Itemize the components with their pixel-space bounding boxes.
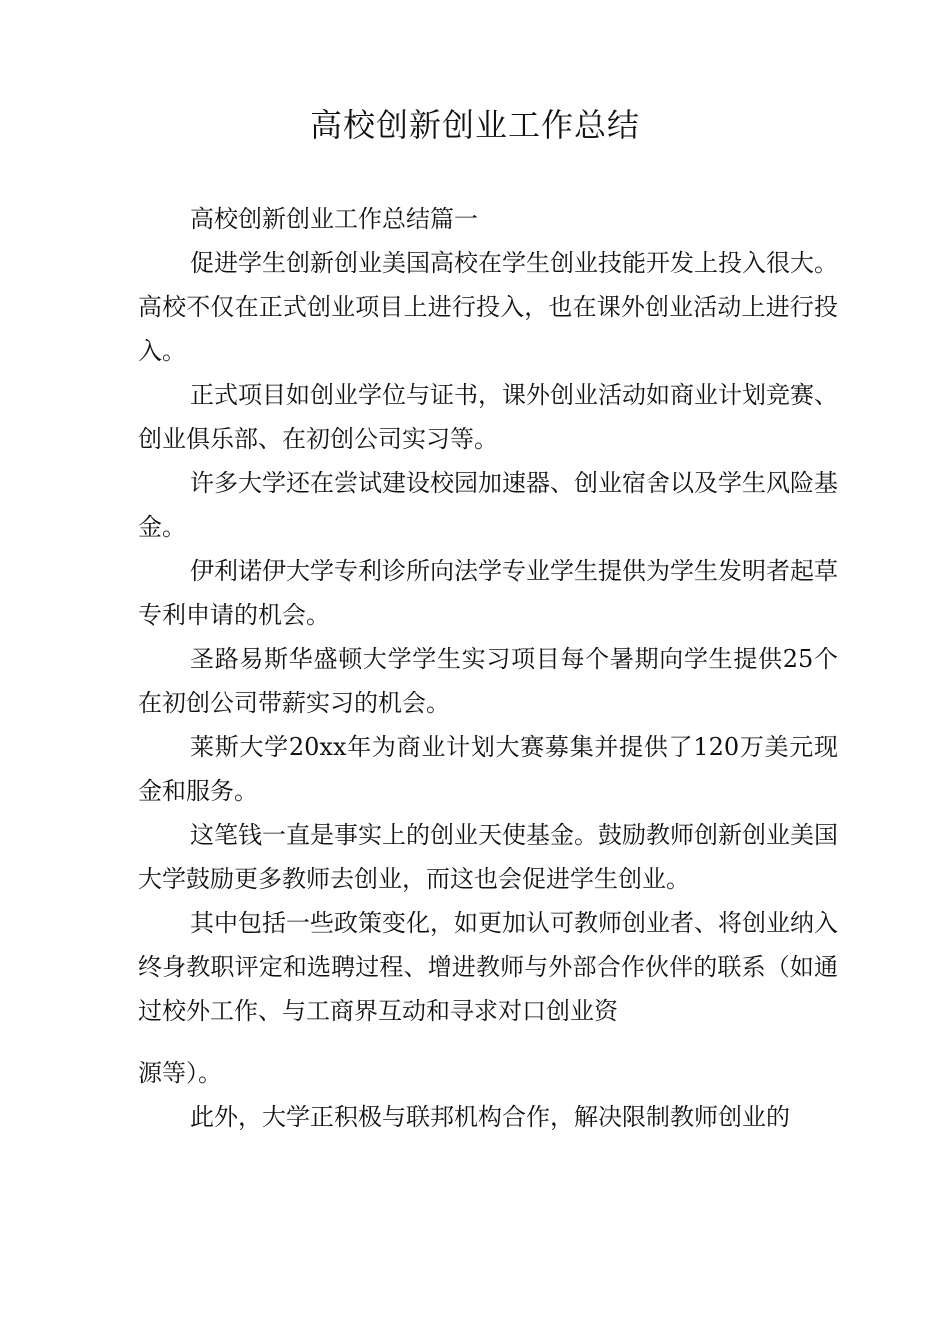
paragraph: 促进学生创新创业美国高校在学生创业技能开发上投入很大。高校不仅在正式创业项目上进行投入，也在课外创业活动上进行投入。 <box>138 249 838 365</box>
document-title: 高校创新创业工作总结 <box>309 106 640 144</box>
paragraph: 其中包括一些政策变化，如更加认可教师创业者、将创业纳入终身教职评定和选聘过程、增进教师与外部合作伙伴的联系（如通过校外工作、与工商界互动和寻求对口创业资 <box>138 909 838 1025</box>
paragraph: 莱斯大学20xx年为商业计划大赛募集并提供了120万美元现金和服务。 <box>138 733 838 805</box>
paragraph: 圣路易斯华盛顿大学学生实习项目每个暑期向学生提供25个在初创公司带薪实习的机会。 <box>138 645 838 717</box>
paragraph: 伊利诺伊大学专利诊所向法学专业学生提供为学生发明者起草专利申请的机会。 <box>138 557 838 629</box>
paragraph: 许多大学还在尝试建设校园加速器、创业宿舍以及学生风险基金。 <box>138 469 838 541</box>
paragraph: 此外，大学正积极与联邦机构合作，解决限制教师创业的 <box>190 1103 790 1131</box>
paragraph: 这笔钱一直是事实上的创业天使基金。鼓励教师创新创业美国大学鼓励更多教师去创业，而这也会促进学生创业。 <box>138 821 838 893</box>
paragraph: 正式项目如创业学位与证书，课外创业活动如商业计划竞赛、创业俱乐部、在初创公司实习等。 <box>138 381 838 453</box>
paragraph-continuation: 源等）。 <box>138 1059 222 1087</box>
document-body <box>138 197 838 1139</box>
section-heading: 高校创新创业工作总结篇一 <box>190 205 478 233</box>
